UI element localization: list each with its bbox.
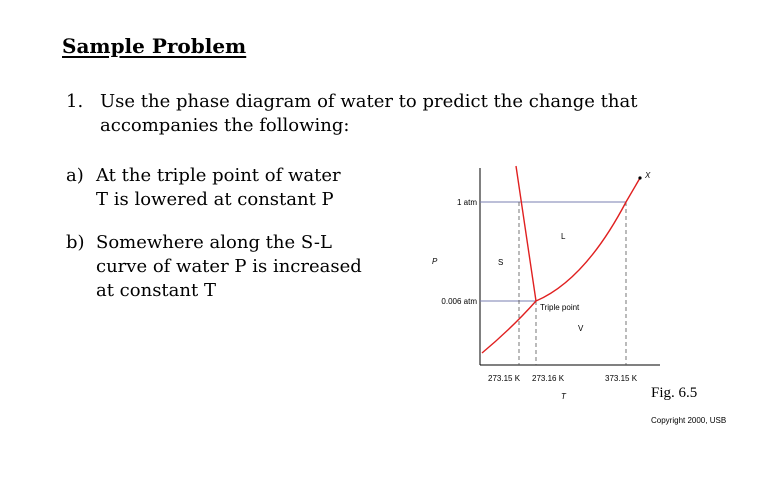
question-line-2: accompanies the following: [100, 115, 350, 136]
triple-point-label: Triple point [540, 303, 580, 312]
part-b-line: Somewhere along the S-L [96, 232, 332, 253]
part-a-label: a) [66, 165, 84, 186]
critical-marker-label: X [645, 171, 651, 180]
x-tick-273-15: 273.15 K [488, 374, 521, 383]
page-title: Sample Problem [62, 34, 247, 58]
part-a-text [96, 164, 341, 212]
question-line-1: Use the phase diagram of water to predict the change that [100, 91, 638, 112]
part-b-line: curve of water P is increased [96, 256, 362, 277]
question-text [100, 90, 700, 138]
part-a-line: At the triple point of water [96, 165, 341, 186]
question-number: 1. [66, 91, 84, 112]
part-b-line: at constant T [96, 280, 216, 301]
copyright-text: Copyright 2000, USB [651, 416, 727, 425]
solid-vapor-curve [482, 301, 536, 353]
region-solid-label: S [498, 258, 504, 267]
x-tick-273-16: 273.16 K [532, 374, 565, 383]
x-axis-label: T [561, 392, 566, 401]
phase-diagram [420, 160, 690, 405]
region-vapor-label: V [578, 324, 584, 333]
part-a-line: T is lowered at constant P [96, 189, 334, 210]
part-b-label: b) [66, 232, 85, 253]
part-b-text [96, 231, 362, 303]
y-tick-0-006atm: 0.006 atm [441, 297, 477, 306]
y-tick-1atm: 1 atm [456, 198, 477, 207]
liquid-vapor-curve [536, 178, 640, 301]
figure-label: Fig. 6.5 [651, 385, 698, 401]
x-tick-373-15: 373.15 K [605, 374, 638, 383]
y-axis-label: P [432, 257, 438, 266]
region-liquid-label: L [561, 232, 566, 241]
critical-point-dot [638, 176, 641, 179]
